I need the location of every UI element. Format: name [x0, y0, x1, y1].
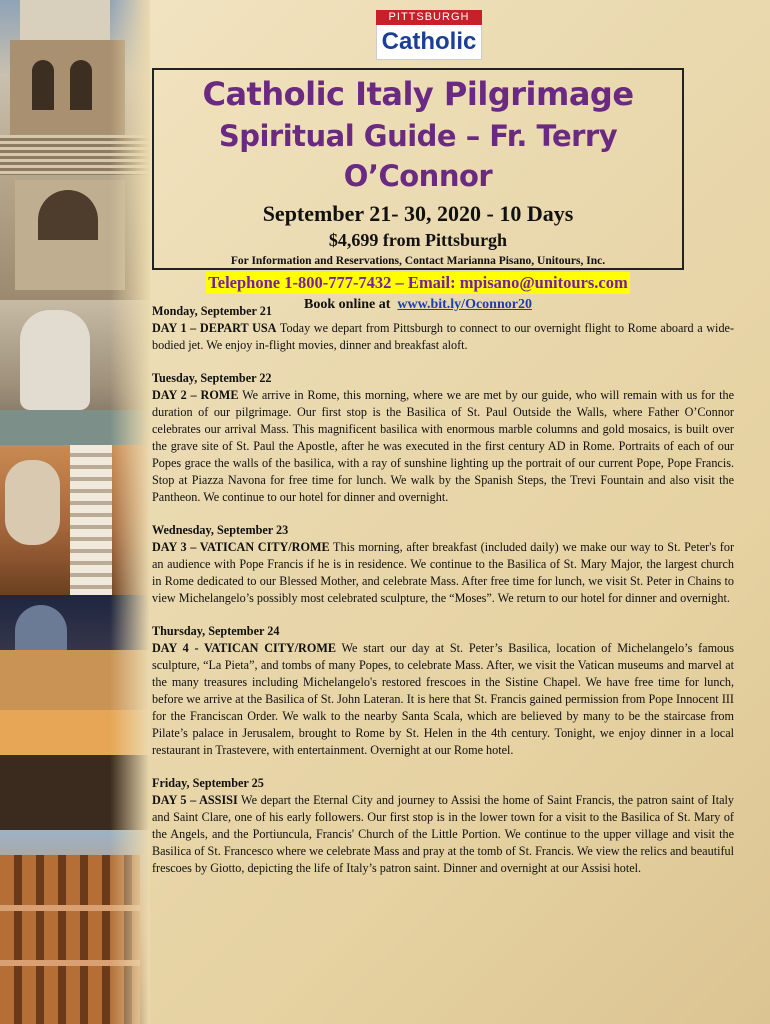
book-online-label: Book online at [304, 297, 391, 312]
itinerary-day [152, 303, 734, 354]
itinerary-day [152, 623, 734, 759]
contact-info: For Information and Reservations, Contact Marianna Pisano, Unitours, Inc. [230, 255, 606, 267]
collage-fade [110, 0, 150, 1024]
day-date: Tuesday, September 22 [152, 371, 272, 385]
day-heading: DAY 3 – VATICAN CITY/ROME [152, 540, 330, 554]
day-heading: DAY 4 - VATICAN CITY/ROME [152, 641, 336, 655]
pilgrimage-title: Catholic Italy Pilgrimage [202, 75, 634, 113]
day-description: We depart the Eternal City and journey to Assisi the home of Saint Francis, the patron saint of Italy and Saint Clare, one of his early followers. Our first stop is in the lower town for a visit to the Basilica of St. Mary of the Angels, and the Portiuncula, Francis' Church of the Little Portion. We continue to the upper village and visit the Basilica of St. Francesco where we celebrate Mass and pray at the tomb of St. Francis. We view the relics and beautiful frescoes by Giotto, depicting the life of Italy’s patron saint. Dinner and overnight at our Assisi hotel. [152, 793, 734, 875]
photo-collage [0, 0, 150, 1024]
day-description: We start our day at St. Peter’s Basilica, location of Michelangelo’s famous sculpture, “La Pieta”, and tombs of many Popes, to celebrate Mass. After, we visit the Vatican museums and marvel at the many treasures including Michelangelo's restored frescoes in the Sistine Chapel. We have free time for lunch, before we arrive at the Basilica of St. John Lateran. It is here that St. Francis gained permission from Pope Innocent III for the Franciscan Order. We walk to the nearby Santa Scala, which are believed by many to be the staircase from Pilate’s palace in Jerusalem, brought to Rome by St. Helen in the 4th century. Tonight, we enjoy dinner in a local restaurant in Trastevere, with entertainment. Overnight at our Rome hotel. [152, 641, 734, 757]
day-date: Wednesday, September 23 [152, 523, 289, 537]
pittsburgh-catholic-logo [376, 10, 482, 60]
day-heading: DAY 2 – ROME [152, 388, 239, 402]
logo-main-text: Catholic [376, 25, 482, 60]
day-heading: DAY 5 – ASSISI [152, 793, 238, 807]
day-date: Thursday, September 24 [152, 624, 280, 638]
day-description: We arrive in Rome, this morning, where we are met by our guide, who will remain with us for the duration of our pilgrimage. Our first stop is the Basilica of St. Paul Outside the Walls, where Father O’Connor celebrates our arrival Mass. This magnificent basilica with enormous marble columns and gold mosaics, is built over the grave site of St. Paul the Apostle, after he was executed in the first century AD in Rome. Portraits of each of our Popes grace the walls of the basilica, with a ray of sunshine lighting up the portrait of our current Pope, Pope Francis. Stop at Piazza Navona for free time for lunch. We walk by the Spanish Steps, the Trevi Fountain and also visit the Pantheon. We continue to our hotel for dinner and overnight. [152, 388, 734, 504]
logo-top-text: PITTSBURGH [376, 10, 482, 25]
itinerary-day [152, 522, 734, 607]
phone-email-highlight: Telephone 1-800-777-7432 – Email: mpisano@unitours.com [208, 273, 628, 292]
day-date: Friday, September 25 [152, 776, 264, 790]
trip-price: $4,699 from Pittsburgh [328, 230, 508, 250]
itinerary [152, 303, 734, 893]
spiritual-guide-title: Spiritual Guide – Fr. Terry O’Connor [218, 119, 618, 193]
day-heading: DAY 1 – DEPART USA [152, 321, 277, 335]
day-description: Today we depart from Pittsburgh to connect to our overnight flight to Rome aboard a wide-bodied jet. We enjoy in-flight movies, dinner and breakfast aloft. [152, 321, 735, 352]
booking-link[interactable]: www.bit.ly/Oconnor20 [397, 297, 532, 312]
day-description: This morning, after breakfast (included daily) we make our way to St. Peter's for an audience with Pope Francis if he is in residence. We continue to the Basilica of St. Mary Major, the largest church in Rome dedicated to our Blessed Mother, and celebrate Mass. After free time for lunch, we visit St. Peter in Chains to view Michelangelo’s possibly most celebrated sculpture, the “Moses”. We return to our hotel for dinner and overnight. [152, 540, 734, 605]
itinerary-day [152, 370, 734, 506]
itinerary-day [152, 775, 734, 877]
trip-dates: September 21- 30, 2020 - 10 Days [262, 201, 574, 226]
day-date: Monday, September 21 [152, 304, 272, 318]
